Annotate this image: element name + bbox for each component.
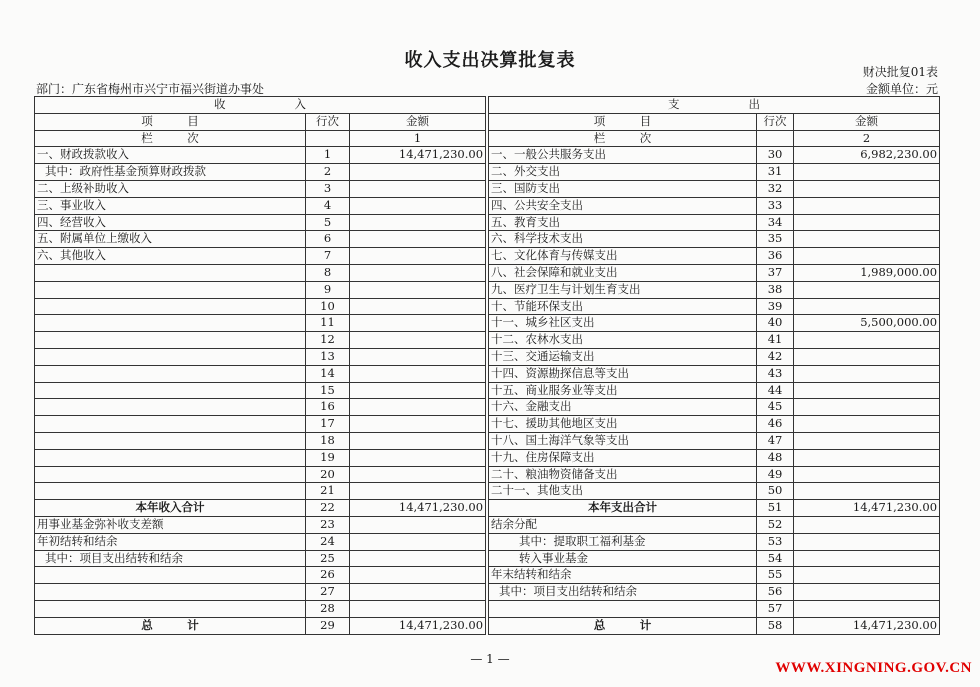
column-header-row xyxy=(35,113,940,130)
expense-amount xyxy=(794,298,940,315)
expense-row-no: 49 xyxy=(757,466,794,483)
income-amount xyxy=(350,550,486,567)
expense-amount xyxy=(794,600,940,617)
income-item-header: 项 目 xyxy=(35,113,306,130)
income-amount: 14,471,230.00 xyxy=(350,617,486,634)
income-amount xyxy=(350,416,486,433)
income-row-no: 20 xyxy=(306,466,350,483)
income-row-no: 10 xyxy=(306,298,350,315)
income-amount xyxy=(350,567,486,584)
expense-amount xyxy=(794,584,940,601)
income-amount xyxy=(350,432,486,449)
expense-amount xyxy=(794,416,940,433)
expense-item: 其中：提取职工福利基金 xyxy=(489,533,757,550)
income-item: 其中：项目支出结转和结余 xyxy=(35,550,306,567)
income-amount xyxy=(350,466,486,483)
table-row xyxy=(35,600,940,617)
income-item xyxy=(35,382,306,399)
expense-row-no: 53 xyxy=(757,533,794,550)
expense-item: 六、科学技术支出 xyxy=(489,231,757,248)
table-row xyxy=(35,399,940,416)
income-item xyxy=(35,466,306,483)
income-row-no: 19 xyxy=(306,449,350,466)
income-row-no: 13 xyxy=(306,348,350,365)
expense-row-no: 50 xyxy=(757,483,794,500)
income-row-no: 2 xyxy=(306,164,350,181)
expense-amount xyxy=(794,399,940,416)
income-row-header: 行次 xyxy=(306,113,350,130)
income-amount xyxy=(350,197,486,214)
expense-item: 七、文化体育与传媒支出 xyxy=(489,248,757,265)
expense-row-no: 55 xyxy=(757,567,794,584)
income-amount-header: 金额 xyxy=(350,113,486,130)
income-amount xyxy=(350,449,486,466)
income-item xyxy=(35,584,306,601)
section-heading-row xyxy=(35,97,940,114)
expense-item: 九、医疗卫生与计划生育支出 xyxy=(489,281,757,298)
expense-item: 一、一般公共服务支出 xyxy=(489,147,757,164)
table-row xyxy=(35,281,940,298)
table-row xyxy=(35,466,940,483)
income-row-no: 15 xyxy=(306,382,350,399)
income-row-no: 3 xyxy=(306,180,350,197)
income-item xyxy=(35,600,306,617)
expense-row-no: 45 xyxy=(757,399,794,416)
income-row-no: 5 xyxy=(306,214,350,231)
table-row xyxy=(35,231,940,248)
expense-amount xyxy=(794,197,940,214)
income-lan-label: 栏 次 xyxy=(35,130,306,147)
expense-amount xyxy=(794,214,940,231)
expense-item: 八、社会保障和就业支出 xyxy=(489,264,757,281)
table-row xyxy=(35,164,940,181)
site-watermark: WWW.XINGNING.GOV.CN xyxy=(775,660,972,676)
expense-item: 总 计 xyxy=(489,617,757,634)
expense-amount xyxy=(794,281,940,298)
expense-item: 十七、援助其他地区支出 xyxy=(489,416,757,433)
expense-row-no: 48 xyxy=(757,449,794,466)
expense-amount xyxy=(794,164,940,181)
expense-item: 年末结转和结余 xyxy=(489,567,757,584)
income-row-no: 21 xyxy=(306,483,350,500)
income-item: 一、财政拨款收入 xyxy=(35,147,306,164)
expense-item: 十八、国土海洋气象等支出 xyxy=(489,432,757,449)
income-amount xyxy=(350,248,486,265)
income-item xyxy=(35,416,306,433)
expense-amount xyxy=(794,449,940,466)
income-row-no: 28 xyxy=(306,600,350,617)
expense-row-no: 32 xyxy=(757,180,794,197)
income-item: 年初结转和结余 xyxy=(35,533,306,550)
income-amount xyxy=(350,365,486,382)
form-number: 财决批复01表 xyxy=(862,65,938,79)
expense-row-no: 31 xyxy=(757,164,794,181)
expense-col-number: 2 xyxy=(794,130,940,147)
expense-item: 三、国防支出 xyxy=(489,180,757,197)
income-item: 四、经营收入 xyxy=(35,214,306,231)
expense-row-no: 42 xyxy=(757,348,794,365)
expense-item: 本年支出合计 xyxy=(489,500,757,517)
expense-row-no: 40 xyxy=(757,315,794,332)
income-row-no: 8 xyxy=(306,264,350,281)
expense-amount xyxy=(794,382,940,399)
income-heading: 收 入 xyxy=(35,97,486,114)
expense-row-no: 58 xyxy=(757,617,794,634)
expense-item: 二十一、其他支出 xyxy=(489,483,757,500)
expense-amount xyxy=(794,567,940,584)
expense-row-no: 37 xyxy=(757,264,794,281)
page-number: — 1 — xyxy=(470,652,510,666)
expense-lan-label: 栏 次 xyxy=(489,130,757,147)
income-item xyxy=(35,281,306,298)
expense-row-no: 56 xyxy=(757,584,794,601)
expense-item: 十三、交通运输支出 xyxy=(489,348,757,365)
income-item xyxy=(35,567,306,584)
income-row-no: 24 xyxy=(306,533,350,550)
expense-amount xyxy=(794,365,940,382)
table-row xyxy=(35,264,940,281)
income-amount xyxy=(350,382,486,399)
expense-row-no: 38 xyxy=(757,281,794,298)
table-row xyxy=(35,180,940,197)
table-row xyxy=(35,298,940,315)
expense-item: 其中：项目支出结转和结余 xyxy=(489,584,757,601)
income-amount xyxy=(350,348,486,365)
expense-item: 转入事业基金 xyxy=(489,550,757,567)
income-row-no: 26 xyxy=(306,567,350,584)
income-row-no: 12 xyxy=(306,332,350,349)
income-row-no: 29 xyxy=(306,617,350,634)
expense-amount: 14,471,230.00 xyxy=(794,500,940,517)
income-amount xyxy=(350,516,486,533)
expense-item: 二十、粮油物资储备支出 xyxy=(489,466,757,483)
expense-amount-header: 金额 xyxy=(794,113,940,130)
income-row-no: 14 xyxy=(306,365,350,382)
expense-amount xyxy=(794,432,940,449)
expense-item xyxy=(489,600,757,617)
income-item xyxy=(35,483,306,500)
income-item: 六、其他收入 xyxy=(35,248,306,265)
income-amount xyxy=(350,483,486,500)
table-row xyxy=(35,147,940,164)
expense-row-no: 35 xyxy=(757,231,794,248)
table-row xyxy=(35,550,940,567)
income-item xyxy=(35,315,306,332)
table-row xyxy=(35,516,940,533)
income-row-no: 9 xyxy=(306,281,350,298)
income-row-no: 1 xyxy=(306,147,350,164)
expense-row-no: 39 xyxy=(757,298,794,315)
expense-amount xyxy=(794,550,940,567)
income-item xyxy=(35,365,306,382)
income-row-no: 22 xyxy=(306,500,350,517)
income-row-no: 27 xyxy=(306,584,350,601)
expense-row-no: 57 xyxy=(757,600,794,617)
expense-heading: 支 出 xyxy=(489,97,940,114)
expense-row-no: 47 xyxy=(757,432,794,449)
income-amount xyxy=(350,180,486,197)
income-amount xyxy=(350,281,486,298)
expense-item: 四、公共安全支出 xyxy=(489,197,757,214)
income-item xyxy=(35,449,306,466)
expense-item: 二、外交支出 xyxy=(489,164,757,181)
income-row-no: 16 xyxy=(306,399,350,416)
income-item: 二、上级补助收入 xyxy=(35,180,306,197)
table-row xyxy=(35,315,940,332)
table-row xyxy=(35,584,940,601)
table-row xyxy=(35,432,940,449)
expense-row-no: 54 xyxy=(757,550,794,567)
expense-row-header: 行次 xyxy=(757,113,794,130)
income-amount xyxy=(350,298,486,315)
table-row xyxy=(35,214,940,231)
expense-amount xyxy=(794,348,940,365)
income-amount xyxy=(350,164,486,181)
table-row xyxy=(35,449,940,466)
expense-amount: 5,500,000.00 xyxy=(794,315,940,332)
income-item: 总 计 xyxy=(35,617,306,634)
expense-item-header: 项 目 xyxy=(489,113,757,130)
budget-table xyxy=(34,96,940,635)
expense-item: 十五、商业服务业等支出 xyxy=(489,382,757,399)
expense-amount xyxy=(794,248,940,265)
expense-amount xyxy=(794,332,940,349)
income-item: 五、附属单位上缴收入 xyxy=(35,231,306,248)
expense-row-no: 51 xyxy=(757,500,794,517)
expense-item: 十六、金融支出 xyxy=(489,399,757,416)
income-amount xyxy=(350,399,486,416)
expense-row-no: 34 xyxy=(757,214,794,231)
income-amount: 14,471,230.00 xyxy=(350,500,486,517)
income-item: 其中：政府性基金预算财政拨款 xyxy=(35,164,306,181)
income-item xyxy=(35,264,306,281)
income-item xyxy=(35,332,306,349)
income-item: 三、事业收入 xyxy=(35,197,306,214)
income-row-no: 25 xyxy=(306,550,350,567)
expense-amount xyxy=(794,466,940,483)
income-col-number: 1 xyxy=(350,130,486,147)
income-item xyxy=(35,298,306,315)
income-row-no: 23 xyxy=(306,516,350,533)
income-row-no: 18 xyxy=(306,432,350,449)
table-row xyxy=(35,332,940,349)
table-row xyxy=(35,365,940,382)
table-row xyxy=(35,416,940,433)
expense-row-no: 46 xyxy=(757,416,794,433)
expense-item: 结余分配 xyxy=(489,516,757,533)
expense-amount: 6,982,230.00 xyxy=(794,147,940,164)
income-row-no: 11 xyxy=(306,315,350,332)
income-item xyxy=(35,348,306,365)
income-item xyxy=(35,399,306,416)
expense-item: 十二、农林水支出 xyxy=(489,332,757,349)
expense-item: 十九、住房保障支出 xyxy=(489,449,757,466)
income-row-no: 7 xyxy=(306,248,350,265)
income-amount xyxy=(350,214,486,231)
expense-amount xyxy=(794,180,940,197)
table-row xyxy=(35,248,940,265)
table-row xyxy=(35,197,940,214)
expense-amount xyxy=(794,231,940,248)
column-number-row xyxy=(35,130,940,147)
expense-amount: 14,471,230.00 xyxy=(794,617,940,634)
table-row xyxy=(35,382,940,399)
income-amount xyxy=(350,315,486,332)
income-amount xyxy=(350,332,486,349)
expense-item: 十、节能环保支出 xyxy=(489,298,757,315)
expense-item: 五、教育支出 xyxy=(489,214,757,231)
department-label: 部门：广东省梅州市兴宁市福兴街道办事处 xyxy=(36,82,265,96)
table-row xyxy=(35,483,940,500)
page-title: 收入支出决算批复表 xyxy=(404,50,576,71)
expense-row-no: 30 xyxy=(757,147,794,164)
income-amount xyxy=(350,231,486,248)
income-amount: 14,471,230.00 xyxy=(350,147,486,164)
expense-row-no: 52 xyxy=(757,516,794,533)
expense-row-no: 36 xyxy=(757,248,794,265)
table-row xyxy=(35,533,940,550)
table-row xyxy=(35,567,940,584)
expense-row-no: 41 xyxy=(757,332,794,349)
expense-row-no: 44 xyxy=(757,382,794,399)
income-amount xyxy=(350,264,486,281)
expense-row-no: 43 xyxy=(757,365,794,382)
income-row-no: 17 xyxy=(306,416,350,433)
income-row-no: 4 xyxy=(306,197,350,214)
expense-item: 十一、城乡社区支出 xyxy=(489,315,757,332)
expense-amount xyxy=(794,533,940,550)
table-row xyxy=(35,617,940,634)
table-row xyxy=(35,348,940,365)
income-item: 用事业基金弥补收支差额 xyxy=(35,516,306,533)
expense-item: 十四、资源勘探信息等支出 xyxy=(489,365,757,382)
amount-unit: 金额单位：元 xyxy=(865,82,938,96)
expense-amount: 1,989,000.00 xyxy=(794,264,940,281)
expense-row-no: 33 xyxy=(757,197,794,214)
income-amount xyxy=(350,533,486,550)
table-row xyxy=(35,500,940,517)
income-item xyxy=(35,432,306,449)
income-row-no: 6 xyxy=(306,231,350,248)
income-amount xyxy=(350,584,486,601)
income-item: 本年收入合计 xyxy=(35,500,306,517)
income-amount xyxy=(350,600,486,617)
expense-amount xyxy=(794,483,940,500)
expense-amount xyxy=(794,516,940,533)
